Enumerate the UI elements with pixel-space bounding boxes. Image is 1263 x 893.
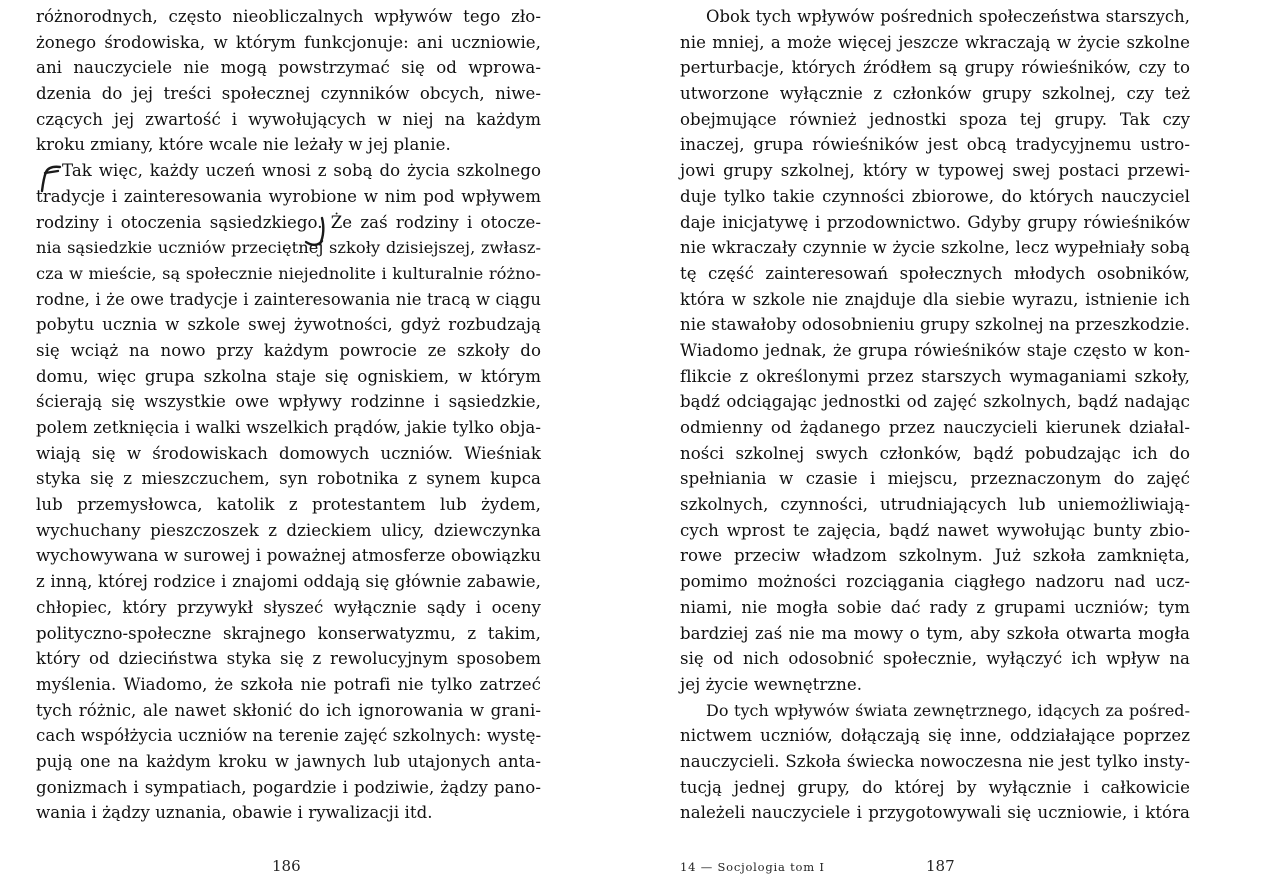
right-line-3: perturbacje, których źródłem są grupy rówieśników, czy to bbox=[680, 58, 1190, 78]
right-line-2: nie mniej, a może więcej jeszcze wkraczają w życie szkolne bbox=[680, 32, 1190, 52]
right-line-9: daje inicjatywę i przodownictwo. Gdyby grupy rówieśników bbox=[680, 212, 1190, 232]
left-line-22: wychowywana w surowej i poważnej atmosferze obowiązku bbox=[36, 546, 541, 566]
left-line-29: cach współżycia uczniów na terenie zajęć szkolnych: wystę- bbox=[36, 726, 542, 746]
left-line-25: polityczno-społeczne skrajnego konserwatyzmu, z takim, bbox=[36, 623, 541, 643]
left-line-18: wiają się w środowiskach domowych uczniów. Wieśniak bbox=[36, 443, 541, 463]
right-page-number: 187 bbox=[926, 857, 955, 875]
left-line-7: Tak więc, każdy uczeń wnosi z sobą do życia szkolnego bbox=[62, 161, 541, 181]
right-line-31: tucją jednej grupy, do której by wyłącznie i całkowicie bbox=[680, 777, 1190, 797]
right-line-5: obejmujące również jednostki spoza tej grupy. Tak czy bbox=[680, 109, 1190, 129]
right-line-1: Obok tych wpływów pośrednich społeczeństwa starszych, bbox=[706, 7, 1190, 26]
left-line-28: tych różnic, ale nawet skłonić do ich ignorowania w grani- bbox=[36, 700, 541, 720]
right-line-22: rowe przeciw władzom szkolnym. Już szkoła zamknięta, bbox=[680, 546, 1190, 566]
left-line-20: lub przemysłowca, katolik z protestantem lub żydem, bbox=[36, 495, 541, 515]
right-line-10: nie wkraczały czynnie w życie szkolne, lecz wypełniały sobą bbox=[680, 238, 1190, 258]
right-line-23: pomimo możności rozciągania ciągłego nadzoru nad ucz- bbox=[680, 572, 1190, 592]
left-line-30: pują one na każdym kroku w jawnych lub utajonych anta- bbox=[36, 751, 541, 771]
left-line-14: się wciąż na nowo przy każdym powrocie ze szkoły do bbox=[36, 340, 541, 360]
right-line-16: bądź odciągając jednostki od zajęć szkolnych, bądź nadając bbox=[680, 392, 1190, 412]
right-line-28: Do tych wpływów świata zewnętrznego, idących za pośred- bbox=[706, 700, 1190, 720]
right-line-6: inaczej, grupa rówieśników jest obcą tradycyjnemu ustro- bbox=[680, 135, 1190, 155]
left-line-10: nia sąsiedzkie uczniów przeciętnej szkoły dzisiejszej, zwłasz- bbox=[36, 238, 541, 258]
right-line-17: odmienny od żądanego przez nauczycieli kierunek działal- bbox=[680, 418, 1190, 437]
right-line-11: tę część zainteresowań społecznych młodych osobników, bbox=[680, 263, 1190, 283]
right-line-20: szkolnych, czynności, utrudniających lub uniemożliwiają- bbox=[680, 495, 1190, 515]
left-line-1: różnorodnych, często nieobliczalnych wpływów tego zło- bbox=[36, 7, 541, 26]
left-line-16: ścierają się wszystkie owe wpływy rodzinne i sąsiedzkie, bbox=[36, 392, 541, 412]
left-line-4: dzenia do jej treści społecznej czynników obcych, niwe- bbox=[36, 84, 541, 104]
left-line-5: czących jej zwartość i wywołujących w niej na każdym bbox=[36, 109, 541, 129]
right-line-30: nauczycieli. Szkoła świecka nowoczesna nie jest tylko insty- bbox=[680, 751, 1190, 771]
left-page-text bbox=[36, 4, 541, 826]
left-line-19: styka się z mieszczuchem, syn robotnika z synem kupca bbox=[36, 469, 541, 489]
right-line-8: duje tylko takie czynności zbiorowe, do których nauczyciel bbox=[680, 186, 1190, 206]
right-line-15: flikcie z określonymi przez starszych wymaganiami szkoły, bbox=[680, 366, 1190, 386]
right-line-7: jowi grupy szkolnej, który w typowej swej postaci przewi- bbox=[680, 161, 1190, 181]
right-line-27: jej życie wewnętrzne. bbox=[680, 674, 863, 694]
left-line-2: żonego środowiska, w którym funkcjonuje: ani uczniowie, bbox=[36, 32, 541, 52]
left-line-8: tradycje i zainteresowania wyrobione w nim pod wpływem bbox=[36, 186, 541, 206]
left-page-number: 186 bbox=[272, 857, 301, 875]
left-line-31: gonizmach i sympatiach, pogardzie i podziwie, żądzy pano- bbox=[36, 777, 541, 797]
left-line-3: ani nauczyciele nie mogą powstrzymać się od wprowa- bbox=[36, 58, 541, 78]
left-line-9: rodziny i otoczenia sąsiedzkiego. Że zaś rodziny i otocze- bbox=[36, 212, 541, 232]
printer-signature: 14 — Socjologia tom I bbox=[680, 860, 825, 874]
left-line-6: kroku zmiany, które wcale nie leżały w jej planie. bbox=[36, 135, 451, 155]
left-line-23: z inną, której rodzice i znajomi oddają się głównie zabawie, bbox=[36, 572, 541, 592]
right-line-18: ności szkolnej swych członków, bądź pobudzając ich do bbox=[680, 443, 1190, 463]
left-line-24: chłopiec, który przywykł słyszeć wyłącznie sądy i oceny bbox=[36, 597, 541, 617]
right-line-24: niami, nie mogła sobie dać rady z grupami uczniów; tym bbox=[680, 597, 1190, 617]
right-line-25: bardziej zaś nie ma mowy o tym, aby szkoła otwarta mogła bbox=[680, 623, 1190, 643]
left-line-32: wania i żądzy uznania, obawie i rywalizacji itd. bbox=[36, 803, 433, 823]
left-line-12: rodne, i że owe tradycje i zainteresowania nie tracą w ciągu bbox=[36, 289, 541, 309]
right-line-29: nictwem uczniów, dołączają się inne, oddziałające poprzez bbox=[680, 726, 1190, 746]
left-line-27: myślenia. Wiadomo, że szkoła nie potrafi nie tylko zatrzeć bbox=[36, 674, 541, 694]
right-line-21: cych wprost te zajęcia, bądź nawet wywołując bunty zbio- bbox=[680, 520, 1190, 540]
left-line-26: który od dzieciństwa styka się z rewolucyjnym sposobem bbox=[36, 649, 541, 669]
right-line-26: się od nich odosobnić społecznie, wyłączyć ich wpływ na bbox=[680, 649, 1190, 669]
right-page-text bbox=[680, 4, 1190, 826]
right-line-13: nie stawałoby odosobnieniu grupy szkolnej na przeszkodzie. bbox=[680, 315, 1190, 335]
left-line-13: pobytu ucznia w szkole swej żywotności, gdyż rozbudzają bbox=[36, 315, 541, 335]
left-line-17: polem zetknięcia i walki wszelkich prądów, jakie tylko obja- bbox=[36, 418, 541, 437]
left-line-15: domu, więc grupa szkolna staje się ogniskiem, w którym bbox=[36, 366, 541, 386]
left-line-11: cza w mieście, są społecznie niejednolite i kulturalnie różno- bbox=[36, 263, 541, 283]
right-line-14: Wiadomo jednak, że grupa rówieśników staje często w kon- bbox=[680, 340, 1190, 360]
right-line-19: spełniania w czasie i miejscu, przeznaczonym do zajęć bbox=[680, 469, 1190, 489]
right-line-12: która w szkole nie znajduje dla siebie wyrazu, istnienie ich bbox=[680, 289, 1190, 309]
right-line-32: należeli nauczyciele i przygotowywali się uczniowie, i która bbox=[680, 803, 1190, 823]
right-line-4: utworzone wyłącznie z członków grupy szkolnej, czy też bbox=[680, 84, 1190, 104]
left-line-21: wychuchany pieszczoszek z dzieckiem ulicy, dziewczynka bbox=[36, 520, 541, 540]
